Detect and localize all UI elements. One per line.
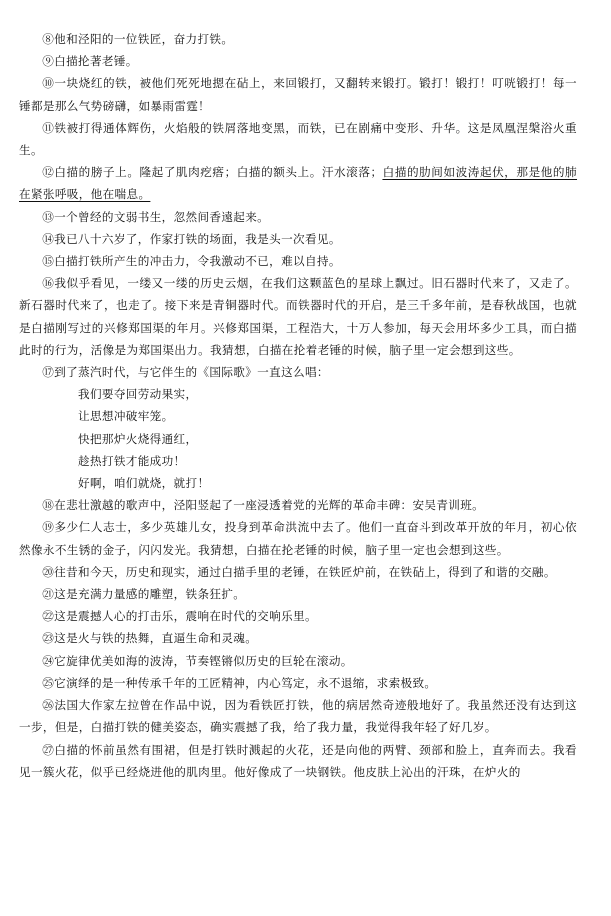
paragraph-13: ⑬一个曾经的文弱书生，忽然间香遠起来。 [42,209,270,224]
paragraph-14: ⑭我已八十六岁了，作家打铁的场面，我是头一次看见。 [42,231,341,246]
paragraph-23: ㉓这是火与铁的热舞，直逼生命和灵魂。 [42,631,258,646]
underlined-sentence: 白描的肋间如波涛起伏，那是他的肺在紧张呼吸，他在喘息。 [19,165,578,202]
poem-line: 趁热打铁才能成功！ [78,453,186,468]
paragraph-16: ⑯我似乎看见，一缕又一缕的历史云烟，在我们这颗蓝色的星球上飘过。旧石器时代来了，又走了。新石器时代来了，也走了。接下来是青铜器时代。而铁器时代的开启，是三千多年前，是春秋战国，也就是白描刚写过的兴修郑国渠的年月。兴修郑国渠，工程浩大，十万人参加，每天会用坏多少工具，而白描此时的行为，活像是为郑国渠出力。我猜想，白描在抡着老锤的时候，脑子里一定会想到这些。 [19,276,577,357]
poem-line: 好啊，咱们就烧，就打！ [78,476,210,491]
paragraph-18: ⑱在悲壮激越的歌声中，泾阳竖起了一座浸透着党的光辉的革命丰碑：安吴青训班。 [42,498,485,513]
paragraph-22: ㉒这是震撼人心的打击乐，震响在时代的交响乐里。 [42,609,317,624]
paragraph-24: ㉔它旋律优美如海的波涛，节奏铿锵似历史的巨轮在滚动。 [42,653,353,668]
paragraph-25: ㉕它演绎的是一种传承千年的工匠精神，内心笃定，永不退缩，求索极致。 [42,675,437,690]
paragraph-10: ⑩一块烧红的铁，被他们死死地摁在砧上，来回锻打，又翻转来锻打。锻打！锻打！叮咣锻打！每一锤都是那么气势磅礴，如暴雨雷霆！ [19,76,577,113]
paragraph-11: ⑪铁被打得通体辉伤，火焰般的铁屑落地变黑，而铁，已在剧痛中变形、升华。这是凤凰涅槃浴火重生。 [19,120,577,158]
paragraph-27: ㉗白描的怀前虽然有围裙，但是打铁时溅起的火花，还是向他的两臂、颈部和脸上，直奔而去。我看见一簇火花，似乎已经烧进他的肌肉里。他好像成了一块钢铁。他皮肤上沁出的汗珠，在炉火的 [19,742,577,779]
paragraph-26: ㉖法国大作家左拉曾在作品中说，因为看铁匠打铁，他的病居然奇迹般地好了。我虽然还没有达到这一步，但是，白描打铁的健美姿态，确实震撼了我，给了我力量，我觉得我年轻了好几岁。 [19,698,577,735]
poem-line: 让思想冲破牢笼。 [78,409,174,424]
paragraph-9: ⑨白描抡著老锤。 [42,54,138,69]
top-margin [19,0,577,28]
paragraph-21: ㉑这是充满力量感的雕塑，铁条狂扩。 [42,587,246,602]
poem-line: 我们要夺回劳动果实， [78,387,198,402]
paragraph-8: ⑧他和泾阳的一位铁匠，奋力打铁。 [42,32,234,46]
paragraph-20: ⑳往昔和今天，历史和现实，通过白描手里的老锤，在铁匠炉前，在铁砧上，得到了和谐的交融。 [42,564,556,579]
paragraph-12: ⑫白描的膀子上。隆起了肌肉疙瘩；白描的额头上。汗水滚落；白描的肋间如波涛起伏，那是他的肺在紧张呼吸，他在喘息。 [19,165,578,202]
paragraph-15: ⑮白描打铁所产生的冲击力，令我激动不已，难以自持。 [42,254,341,269]
poem-line: 快把那炉火烧得通红， [78,431,198,446]
paragraph-17: ⑰到了蒸汽时代，与它伴生的《国际歌》一直这么唱： [42,365,329,380]
paragraph-19: ⑲多少仁人志士，多少英雄儿女，投身到革命洪流中去了。他们一直奋斗到改革开放的年月，初心依然像永不生锈的金子，闪闪发光。我猜想，白描在抡老锤的时候，脑子里一定也会想到这些。 [19,520,577,557]
